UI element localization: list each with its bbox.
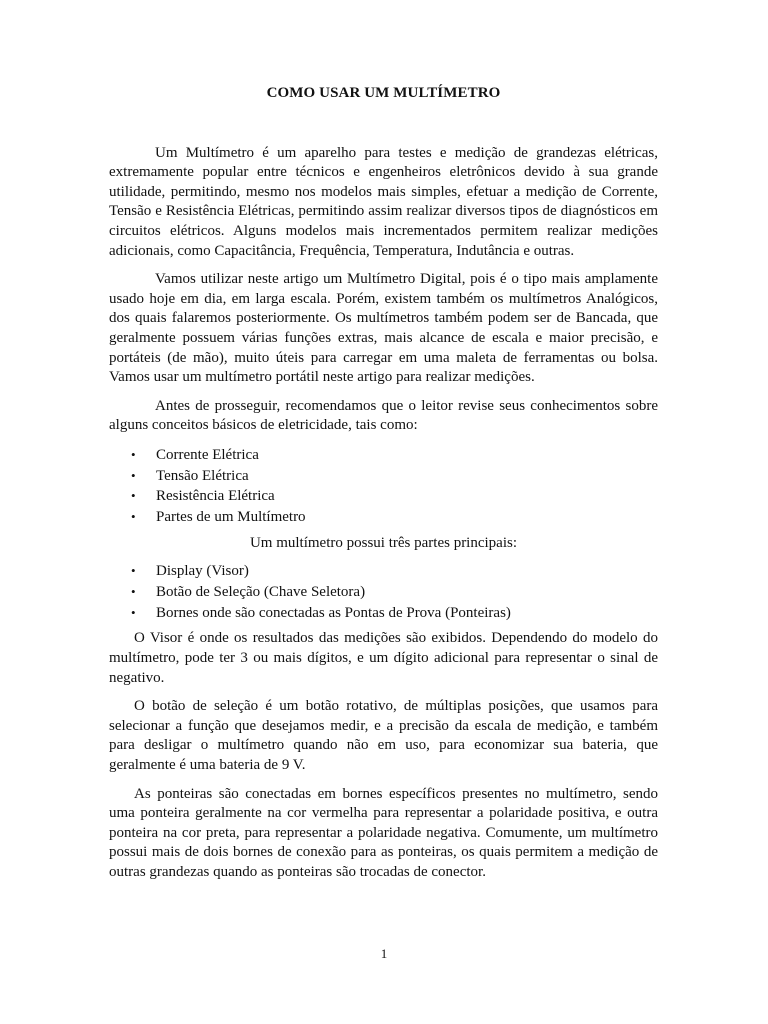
page-number: 1 xyxy=(380,946,388,961)
bullet-icon: • xyxy=(131,584,136,600)
parts-list xyxy=(109,561,658,623)
paragraph-intro: Um Multímetro é um aparelho para testes e medição de grandezas elétricas, extremamente popular entre técnicos e engenheiros eletrônicos devido à sua grande utilidade, permitindo, mesmo nos modelos mais simples, efetuar a medição de Corrente, Tensão e Resistência Elétricas, permitindo assim realizar diversos tipos de diagnósticos em circuitos elétricos. Alguns modelos mais incrementados permitem realizar medições adicionais, como Capacitância, Frequência, Temperatura, Indutância e outras. xyxy=(109,144,658,259)
list-item xyxy=(109,507,658,528)
list-item-label: Bornes onde são conectadas as Pontas de Prova (Ponteiras) xyxy=(156,604,511,621)
parts-intro: Um multímetro possui três partes principais: xyxy=(249,534,518,551)
page-title: COMO USAR UM MULTÍMETRO xyxy=(266,85,501,101)
list-item-label: Resistência Elétrica xyxy=(156,488,275,505)
bullet-icon: • xyxy=(131,467,136,483)
list-item xyxy=(109,466,658,487)
paragraph-selector: O botão de seleção é um botão rotativo, de múltiplas posições, que usamos para selecionar a função que desejamos medir, e a precisão da escala de medição, e também para desligar o multímetro quando não em uso, para economizar sua bateria, que geralmente é uma bateria de 9 V. xyxy=(109,698,658,773)
list-item-label: Display (Visor) xyxy=(156,563,249,580)
list-item-label: Botão de Seleção (Chave Seletora) xyxy=(156,584,366,601)
list-item xyxy=(109,561,658,582)
list-item-label: Partes de um Multímetro xyxy=(156,509,306,526)
bullet-icon: • xyxy=(131,488,136,504)
bullet-icon: • xyxy=(131,446,136,462)
list-item xyxy=(109,603,658,624)
list-item-label: Tensão Elétrica xyxy=(156,467,249,484)
bullet-icon: • xyxy=(131,604,136,620)
paragraph-digital-multimeter: Vamos utilizar neste artigo um Multímetro Digital, pois é o tipo mais amplamente usado hoje em dia, em larga escala. Porém, existem também os multímetros Analógicos, dos quais falaremos posteriormente. Os multímetros também podem ser de Bancada, que geralmente possuem várias funções extras, mais alcance de escala e maior precisão, e portáteis (de mão), muito úteis para carregar em uma maleta de ferramentas ou bolsa. Vamos usar um multímetro portátil neste artigo para realizar medições. xyxy=(109,271,658,386)
list-item-label: Corrente Elétrica xyxy=(156,446,259,463)
bullet-icon: • xyxy=(131,563,136,579)
concepts-list xyxy=(109,445,658,528)
paragraph-display: O Visor é onde os resultados das medições são exibidos. Dependendo do modelo do multímetro, pode ter 3 ou mais dígitos, e um dígito adicional para representar o sinal de negativo. xyxy=(109,630,658,686)
list-item xyxy=(109,486,658,507)
list-item xyxy=(109,582,658,603)
paragraph-prerequisites: Antes de prosseguir, recomendamos que o leitor revise seus conhecimentos sobre alguns conceitos básicos de eletricidade, tais como: xyxy=(109,397,658,434)
bullet-icon: • xyxy=(131,509,136,525)
page-content xyxy=(109,84,658,892)
list-item xyxy=(109,445,658,466)
paragraph-probes: As ponteiras são conectadas em bornes específicos presentes no multímetro, sendo uma ponteira geralmente na cor vermelha para representar a polaridade positiva, e outra ponteira na cor preta, para representar a polaridade negativa. Comumente, um multímetro possui mais de dois bornes de conexão para as ponteiras, os quais permitem a medição de outras grandezas quando as ponteiras são trocadas de conector. xyxy=(109,785,658,880)
